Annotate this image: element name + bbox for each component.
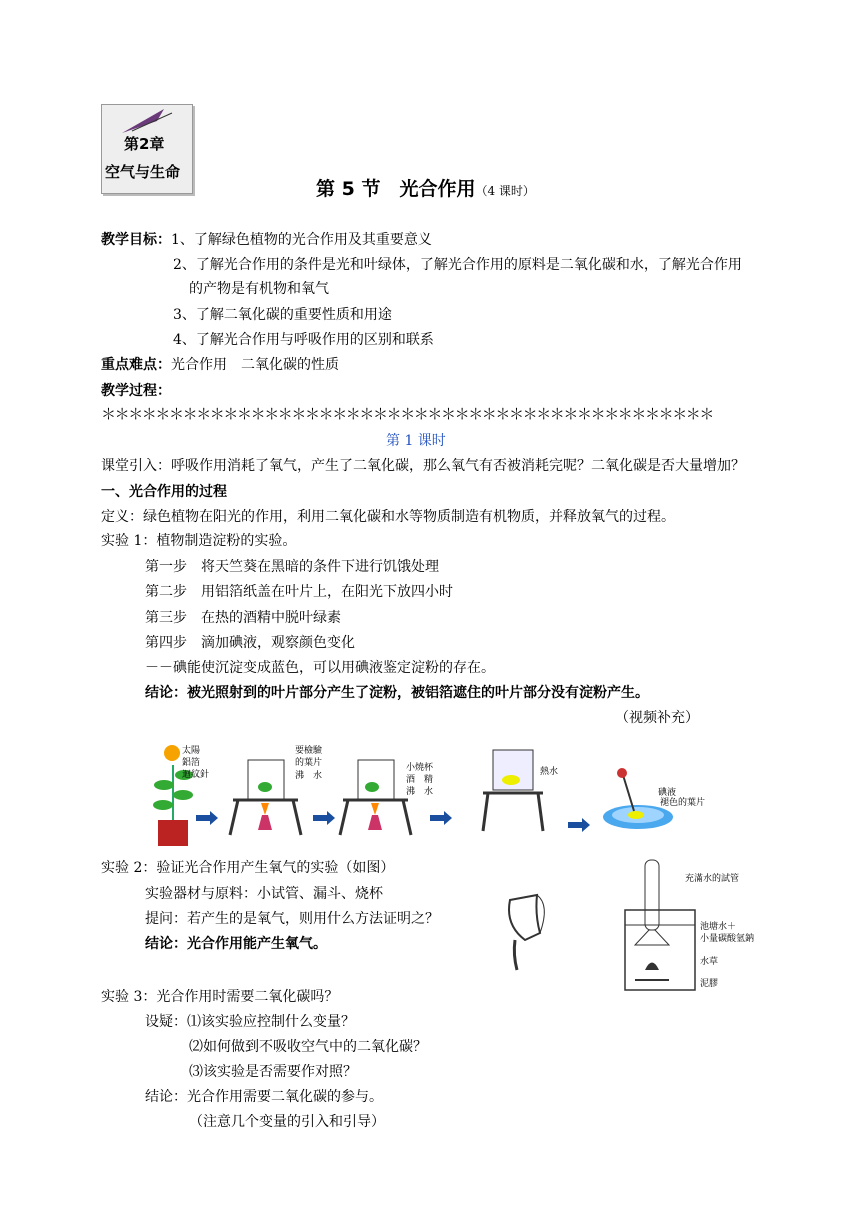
exp2-materials: 实验器材与原料：小试管、漏斗、烧杯 [145, 886, 383, 902]
quill-icon [102, 105, 192, 135]
label-clay: 泥膠 [700, 979, 719, 989]
objective-item: 3、了解二氧化碳的重要性质和用途 [173, 307, 392, 323]
objective-item: 2、了解光合作用的条件是光和叶绿体，了解光合作用的原料是二氧化碳和水，了解光合作用 [173, 257, 742, 273]
key-points-text: 光合作用 二氧化碳的性质 [171, 357, 339, 373]
label-waterweed: 水草 [700, 957, 719, 967]
key-points-label: 重点难点： [101, 357, 171, 373]
label-boil2: 沸 水 [406, 787, 434, 797]
title-hours: （4 课时） [475, 184, 535, 198]
label-pin: 迴紋針 [182, 770, 210, 780]
exp2-question: 提问：若产生的是氧气，则用什么方法证明之？ [145, 911, 439, 927]
exp3-question: ⑶该实验是否需要作对照？ [189, 1064, 357, 1080]
objective-item: 的产物是有机物和氧气 [189, 281, 329, 297]
lesson-heading: 第 1 课时 [386, 433, 446, 449]
exp1-note: －－碘能使沉淀变成蓝色，可以用碘液鉴定淀粉的存在。 [145, 660, 495, 676]
objective-item: 4、了解光合作用与呼吸作用的区别和联系 [173, 332, 434, 348]
exp3-question: 设疑：⑴该实验应控制什么变量？ [145, 1014, 355, 1030]
logo-chapter: 第2章 [124, 135, 165, 153]
exp1-step: 第一步 将天竺葵在黑暗的条件下进行饥饿处理 [145, 559, 439, 575]
section-heading: 一、光合作用的过程 [101, 484, 227, 500]
exp3-question: ⑵如何做到不吸收空气中的二氧化碳？ [189, 1039, 427, 1055]
label-foil: 鋁箔 [182, 758, 201, 768]
chapter-logo [101, 104, 193, 194]
starch-experiment-figure [138, 735, 728, 855]
objectives-label: 教学目标： [101, 232, 171, 248]
label-tube: 充滿水的試管 [685, 874, 740, 884]
exp2-conclusion: 结论：光合作用能产生氧气。 [145, 936, 327, 952]
label-iodine: 碘液 [658, 788, 677, 798]
label-leaf2: 的葉片 [295, 758, 323, 768]
objective-item: 1、了解绿色植物的光合作用及其重要意义 [171, 232, 432, 248]
objectives [101, 229, 432, 249]
key-points [101, 354, 339, 374]
exp1-step: 第三步 在热的酒精中脱叶绿素 [145, 610, 341, 626]
video-note: （视频补充） [615, 710, 699, 726]
oxygen-experiment-figure [495, 855, 795, 995]
exp3-note: （注意几个变量的引入和引导） [189, 1114, 385, 1130]
label-sun: 太陽 [182, 746, 201, 756]
logo-title: 空气与生命 [105, 163, 181, 181]
page-title [316, 174, 535, 201]
label-boil: 沸 水 [295, 771, 323, 781]
label-pond-water: 池塘水＋ [700, 922, 737, 932]
title-main: 第 5 节 光合作用 [316, 178, 476, 200]
exp3-title: 实验 3：光合作用时需要二氧化碳吗？ [101, 989, 339, 1005]
exp1-title: 实验 1：植物制造淀粉的实验。 [101, 533, 297, 549]
label-hot-water: 熱水 [540, 767, 559, 777]
exp2-title: 实验 2：验证光合作用产生氧气的实验（如图） [101, 860, 395, 876]
exp1-conclusion: 结论：被光照射到的叶片部分产生了淀粉，被铝箔遮住的叶片部分没有淀粉产生。 [145, 685, 649, 701]
label-leaf: 要檢驗 [295, 746, 323, 756]
definition-text: 定义：绿色植物在阳光的作用，利用二氧化碳和水等物质制造有机物质，并释放氧气的过程。 [101, 509, 675, 525]
process-label: 教学过程： [101, 383, 171, 399]
label-faded-leaf: 褪色的葉片 [660, 798, 706, 808]
exp3-conclusion: 结论：光合作用需要二氧化碳的参与。 [145, 1089, 383, 1105]
intro-text: 课堂引入：呼吸作用消耗了氧气，产生了二氧化碳，那么氧气有否被消耗完呢？二氧化碳是否大量增加？ [101, 458, 745, 474]
label-cup: 小燒杯 [406, 763, 434, 773]
stars-divider: ＊＊＊＊＊＊＊＊＊＊＊＊＊＊＊＊＊＊＊＊＊＊＊＊＊＊＊＊＊＊＊＊＊＊＊＊＊＊＊＊＊＊＊＊＊ [101, 405, 714, 423]
label-alcohol: 酒 精 [406, 775, 434, 785]
label-bicarbonate: 小量碳酸氫鈉 [700, 934, 755, 944]
exp1-step: 第二步 用铝箔纸盖在叶片上，在阳光下放四小时 [145, 584, 453, 600]
exp1-step: 第四步 滴加碘液，观察颜色变化 [145, 635, 355, 651]
